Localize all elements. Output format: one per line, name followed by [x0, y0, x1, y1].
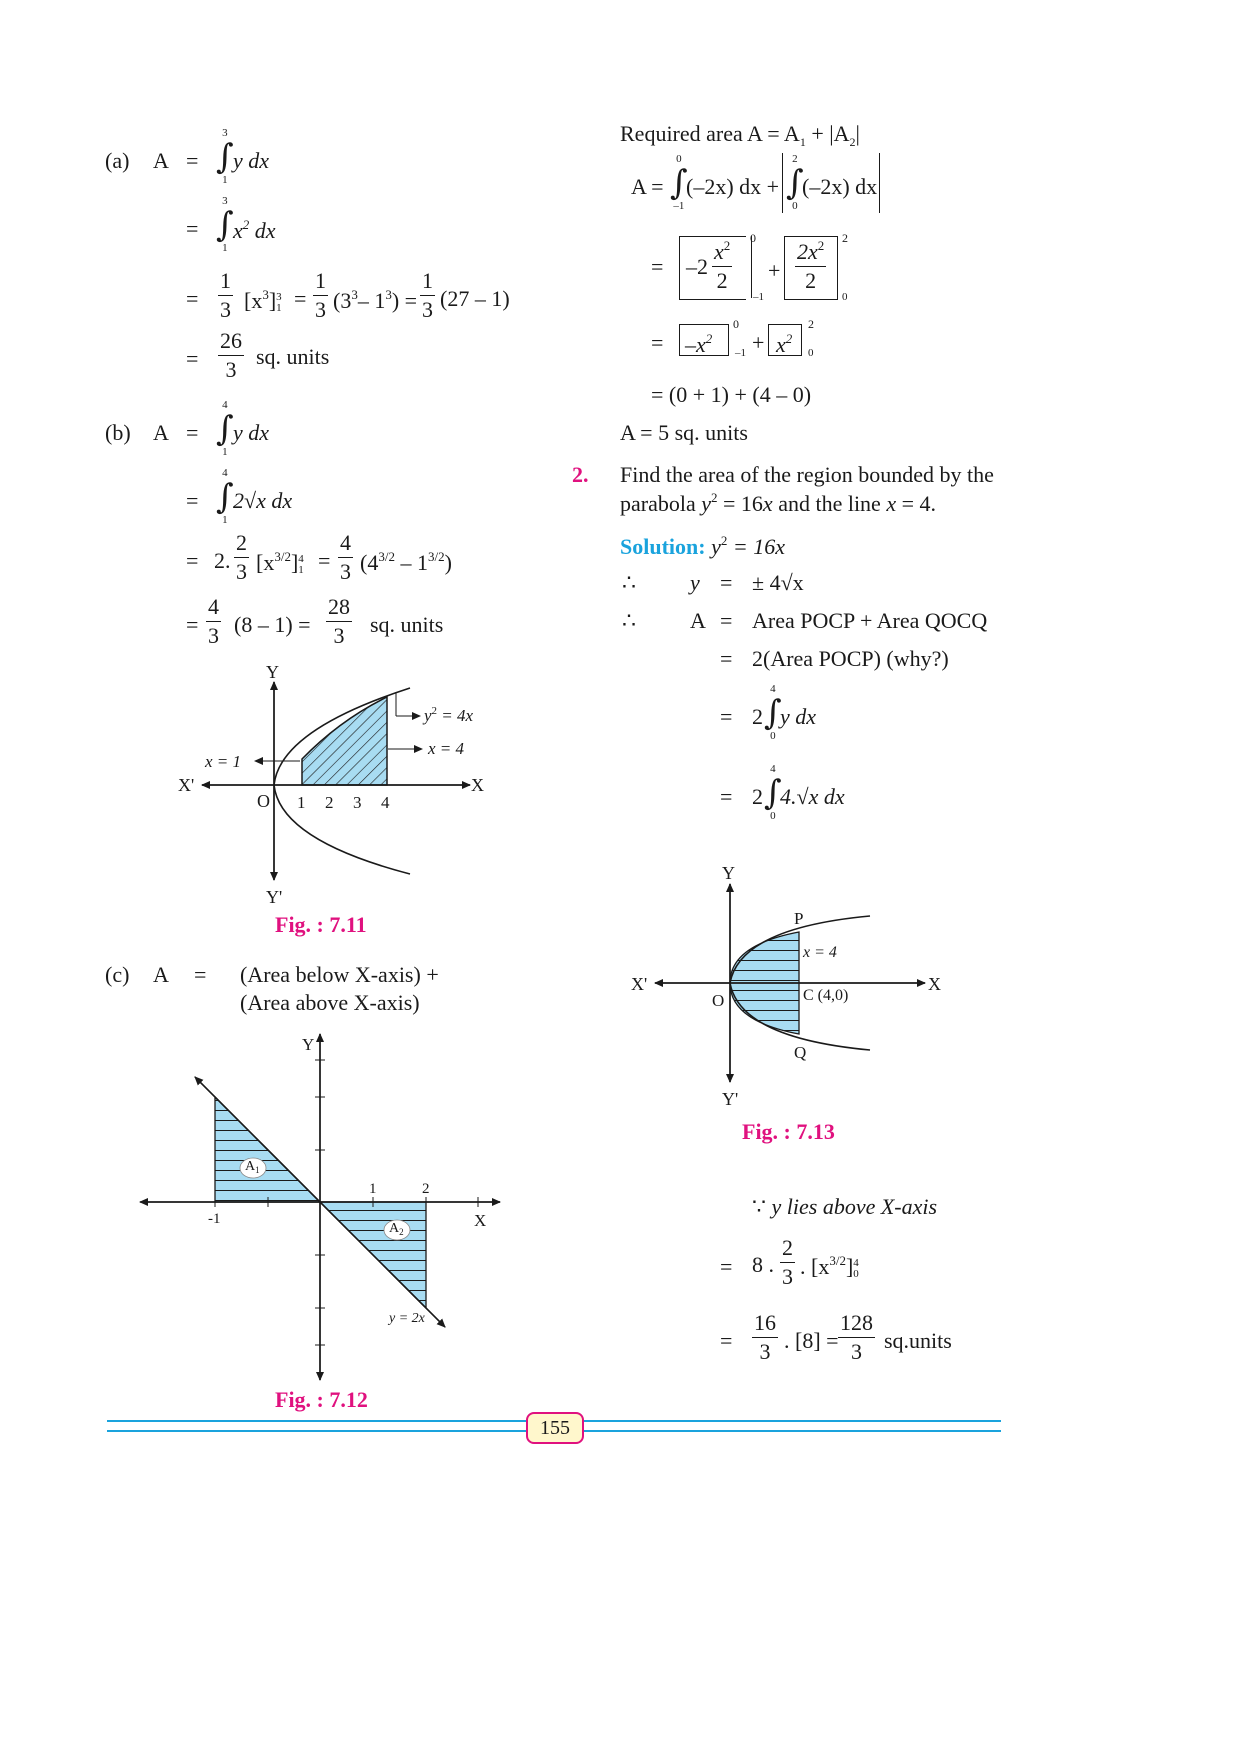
line-label: x = 4 [428, 739, 465, 758]
line-label: x = 1 [205, 752, 242, 771]
bracket-content: $-x^2$ [685, 331, 713, 357]
axis-label: Y [266, 662, 279, 682]
tick-label: 4 [381, 793, 390, 812]
tick-label: 1 [297, 793, 306, 812]
coefficient: 2 [752, 704, 763, 729]
axis-label: X [474, 1211, 487, 1230]
expression: ± 4√x [752, 570, 804, 595]
axis-label: X [471, 775, 484, 795]
bracket-content: $x^2$ [776, 331, 793, 357]
equals-sign: = [651, 254, 664, 279]
bracket-expression: . $[x^{3/2}]$ 4 0 [800, 1253, 859, 1280]
expression: $(4^{3/2} - 1^{3/2})$ [360, 549, 452, 575]
coefficient: 2 [752, 784, 763, 809]
therefore-symbol: ∴ [622, 608, 636, 633]
fraction: $2x^2$ 2 [797, 238, 825, 293]
page-number: 155 [526, 1412, 584, 1444]
text-line: (Area above X-axis) [240, 990, 420, 1015]
integrand: y dx [233, 420, 270, 445]
expression: (8 – 1) = [234, 612, 311, 637]
bracket-expression: $[x^{3/2}]$ 4 1 [256, 549, 304, 576]
question-text: parabola $y^2 = 16x$ and the line x = 4. [620, 490, 937, 516]
integral-sign: 0 ∫ –1 [670, 153, 688, 212]
equals-sign: = [720, 570, 733, 595]
integral-sign: 3 ∫ 1 [216, 127, 234, 186]
origin-label: O [257, 791, 270, 811]
fraction: 4 3 [208, 594, 219, 648]
integrand: 4.√x dx [780, 784, 845, 809]
line-label: y = 2x [389, 1311, 425, 1326]
equals-sign: = [720, 1328, 733, 1353]
fraction: $x^2$ 2 [714, 238, 731, 293]
part-a-symbol: A [153, 148, 169, 173]
equals-sign: = [194, 962, 207, 987]
limit: 0 [808, 347, 814, 359]
therefore-symbol: ∴ [622, 570, 636, 595]
equals-sign: = [186, 148, 199, 173]
limit: –1 [735, 347, 746, 359]
axis-label: Y [722, 863, 735, 883]
solution-line: Solution: $y^2 = 16x$ [620, 533, 785, 559]
limit: 2 [842, 231, 848, 245]
limit: 2 [808, 317, 814, 331]
part-b-symbol: A [153, 420, 169, 445]
fraction: 16 3 [754, 1310, 776, 1364]
required-area-line: Required area $A = A_1 + |A_2|$ [620, 121, 860, 149]
plus-sign: + [768, 258, 781, 283]
units-text: sq. units [370, 612, 444, 637]
tick-label: -1 [208, 1211, 221, 1227]
statement-line: ∵ y lies above X-axis [752, 1194, 938, 1219]
text-line: (Area below X-axis) + [240, 962, 439, 987]
fraction: 28 3 [328, 594, 350, 648]
integrand: y dx [233, 148, 270, 173]
equals-sign: = [720, 1254, 733, 1279]
units-text: sq. units [256, 344, 330, 369]
plus-sign: + [752, 330, 765, 355]
axis-label: X' [631, 974, 648, 994]
integral-sign: 4 ∫ 1 [216, 467, 234, 526]
expression: Area POCP + Area QOCQ [752, 608, 988, 633]
origin-label: O [712, 991, 725, 1010]
limit: –1 [753, 291, 764, 303]
fraction: 2 3 [782, 1235, 793, 1289]
integral-sign: 3 ∫ 1 [216, 195, 234, 254]
integrand: $x^2$ dx [233, 217, 276, 243]
integrand: (–2x) dx + [686, 174, 780, 199]
fraction: 1 3 [315, 268, 326, 322]
equals-sign: = [186, 548, 199, 573]
limit: 0 [733, 317, 739, 331]
coefficient: –2 [686, 254, 708, 279]
integral-sign: 2 ∫ 0 [786, 153, 804, 212]
variable: A [690, 608, 706, 633]
point-label: P [794, 909, 804, 928]
expression: . [8] = [784, 1328, 839, 1353]
fraction: 4 3 [340, 530, 351, 584]
line-label: x = 4 [803, 944, 837, 961]
axis-label: X [928, 974, 941, 994]
region-label-a2: $A_2$ [389, 1221, 404, 1237]
equals-sign: = [720, 646, 733, 671]
fraction: 26 3 [220, 328, 242, 382]
axis-label: Y [302, 1035, 315, 1054]
tick-label: 2 [325, 793, 334, 812]
equals-sign: = [651, 330, 664, 355]
part-c-label: (c) [105, 962, 130, 987]
limit: 0 [750, 231, 756, 245]
fraction: 128 3 [840, 1310, 873, 1364]
equals-sign: = [186, 420, 199, 445]
integrand: y dx [780, 704, 817, 729]
equals-sign: = [186, 216, 199, 241]
tick-label: 1 [369, 1181, 377, 1197]
point-label: Q [794, 1043, 807, 1062]
integrand: (–2x) dx [802, 174, 878, 199]
curve-label: $y^2 = 4x$ [424, 705, 474, 725]
equals-sign: = [318, 548, 331, 573]
result-line: A = 5 sq. units [620, 420, 748, 445]
tick-label: 3 [353, 793, 362, 812]
tick-label: 2 [422, 1181, 430, 1197]
textbook-page: (a) A = 3 ∫ 1 y dx = 3 ∫ 1 $x^2$ dx = 1 3 $[x^3]$ 3 1 = 1 3 ($3^3-$ $1^3$) = 1 3 (27 – 1) = 26 3 sq. units (b) A = 4 ∫ 1 y dx = 4 ∫ 1 2√x dx = 2. 2 3 $[x^{3/2}]$ 4 1 = 4 3 $(4^{3/2} - 1^{3/2})$ = 4 3 (8 – 1) = 28 3 sq. units Y Y' X X' O 1 2 3 4 $y^2 = 4x$ x = 4 x = 1 Fig. : 7.11 (c) A = (Area below X-axis) + (Area above X-axis) Y X -1 1 2 $A_1$ $A_2$ y = 2x Fig. : 7.12 Required area $A = A_1 + |A_2|$ A = 0 ∫ –1 (–2x) dx + 2 ∫ 0 (–2x) dx = –2 $x^2$ 2 0 –1 + $2x^2$ 2 2 0 = $-x^2$ 0 –1 + $x^2$ 2 0 = (0 + 1) + (4 – 0) A = 5 sq. units 2. Find the area of the region bounded by the parabola $y^2 = 16x$ and the line x = 4. Solution: $y^2 = 16x$ ∴ y = ± 4√x ∴ A = Area POCP + Area QOCQ = 2(Area POCP) (why?) = 2 4 ∫ 0 y dx = 2 4 ∫ 0 4.√x dx Y Y' X X' O P Q C (4,0) x = 4 Fig. : 7.13 ∵ y lies above X-axis = 8 . 2 3 . $[x^{3/2}]$ 4 0 = 16 3 . [8] = 128 3 sq.units 155 [0, 0, 1241, 1754]
question-number: 2. [572, 462, 589, 487]
part-b-label: (b) [105, 420, 131, 445]
equals-sign: = [186, 488, 199, 513]
coefficient: 8 . [752, 1252, 774, 1277]
limit: 0 [842, 291, 848, 303]
integral-sign: 4 ∫ 1 [216, 399, 234, 458]
equation-lhs: A = [631, 174, 664, 199]
equals-sign: = [186, 346, 199, 371]
fraction: 1 3 [220, 268, 231, 322]
equals-sign: = [720, 704, 733, 729]
expression: 2(Area POCP) (why?) [752, 646, 949, 671]
region-label-a1: $A_1$ [245, 1159, 260, 1175]
variable: y [690, 570, 700, 595]
equals-sign: = [186, 286, 199, 311]
figure-caption: Fig. : 7.12 [275, 1387, 368, 1412]
bracket-expression: $[x^3]$ 3 1 [244, 287, 282, 314]
integrand: 2√x dx [233, 488, 293, 513]
figure-caption: Fig. : 7.13 [742, 1119, 835, 1144]
equation-line: = (0 + 1) + (4 – 0) [651, 382, 812, 407]
figure-caption: Fig. : 7.11 [275, 912, 367, 937]
part-a-label: (a) [105, 148, 130, 173]
part-c-symbol: A [153, 962, 169, 987]
axis-label: X' [178, 775, 195, 795]
fraction: 1 3 [422, 268, 433, 322]
equals-sign: = [720, 784, 733, 809]
expression: (27 – 1) [440, 286, 510, 311]
question-text: Find the area of the region bounded by the [620, 462, 994, 487]
equals-sign: = [720, 608, 733, 633]
axis-label: Y' [722, 1089, 739, 1109]
axis-label: Y' [266, 887, 283, 907]
coefficient: 2. [214, 548, 231, 573]
fraction: 2 3 [236, 530, 247, 584]
expression: ($3^3-$ $1^3$) = [333, 287, 418, 313]
equals-sign: = [186, 612, 199, 637]
integral-sign: 4 ∫ 0 [764, 683, 782, 742]
units-text: sq.units [884, 1328, 952, 1353]
integral-sign: 4 ∫ 0 [764, 763, 782, 822]
point-label: C (4,0) [803, 987, 849, 1004]
